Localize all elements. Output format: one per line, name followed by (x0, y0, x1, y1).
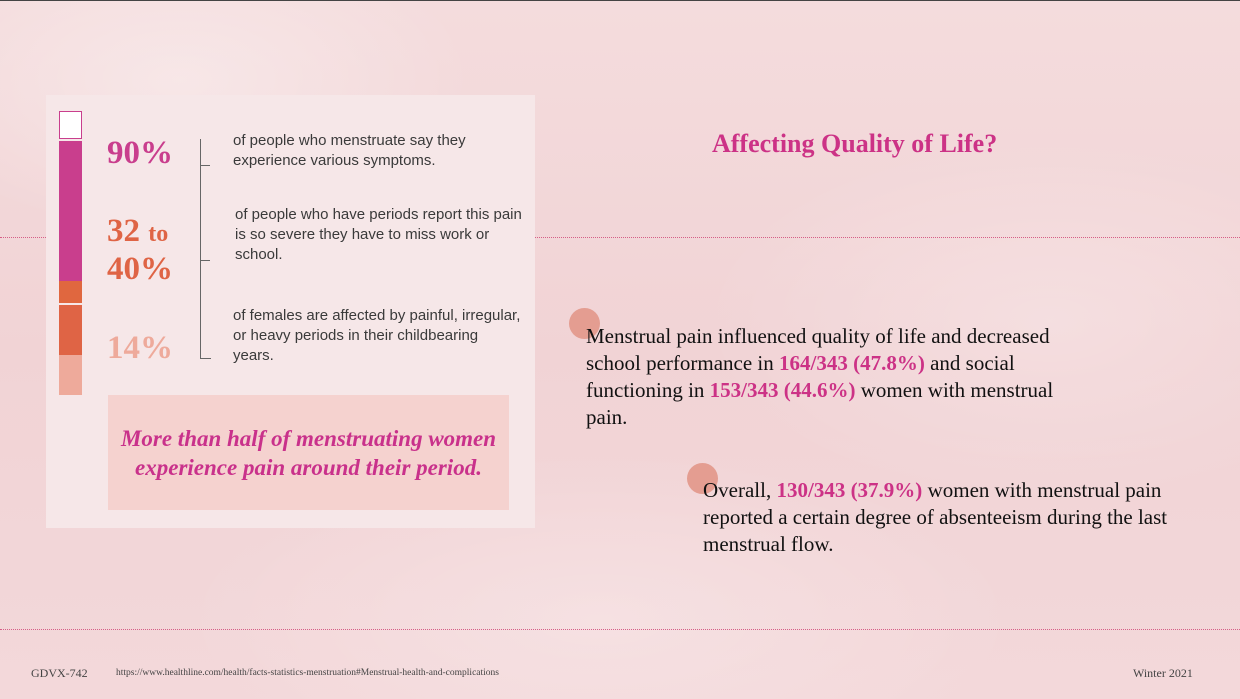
bar-segment-empty (59, 111, 82, 139)
stats-card (46, 95, 535, 528)
footer-season: Winter 2021 (1133, 666, 1193, 680)
stat-32-40-value: 32 to 40% (107, 213, 173, 287)
callout-box (108, 395, 509, 510)
bracket-line (200, 139, 211, 359)
bar-segment-90 (59, 141, 82, 281)
callout-text: More than half of menstruating women experience pain around their period. (120, 425, 497, 480)
bar-segment-14 (59, 355, 82, 395)
bar-segment-32-40 (59, 281, 82, 303)
stat-14-value: 14% (107, 330, 173, 366)
footer-source-url: https://www.healthline.com/health/facts-statistics-menstruation#Menstrual-health-and-complications (116, 668, 499, 678)
stat-90-value: 90% (107, 135, 173, 171)
paragraph-absenteeism: Overall, 130/343 (37.9%) women with menstrual pain reported a certain degree of absenteeism during the last menstrual flow. (703, 478, 1168, 556)
paragraph-quality-of-life: Menstrual pain influenced quality of life and decreased school performance in 164/343 (47.8%) and social functioning in 153/343 (44.6%) women with menstrual pain. (586, 324, 1054, 429)
stat-32-40-description: of people who have periods report this pain is so severe they have to miss work or school. (235, 206, 522, 263)
bracket-tick-1 (200, 165, 210, 166)
stat-90-description: of people who menstruate say they experience various symptoms. (233, 132, 466, 169)
bar-segment-32-40-lower (59, 305, 82, 355)
bracket-tick-2 (200, 260, 210, 261)
footer-code: GDVX-742 (31, 666, 88, 680)
stat-14-description: of females are affected by painful, irregular, or heavy periods in their childbearing years. (233, 307, 521, 364)
bottom-dotted-divider (0, 629, 1240, 630)
page-heading: Affecting Quality of Life? (712, 129, 998, 158)
